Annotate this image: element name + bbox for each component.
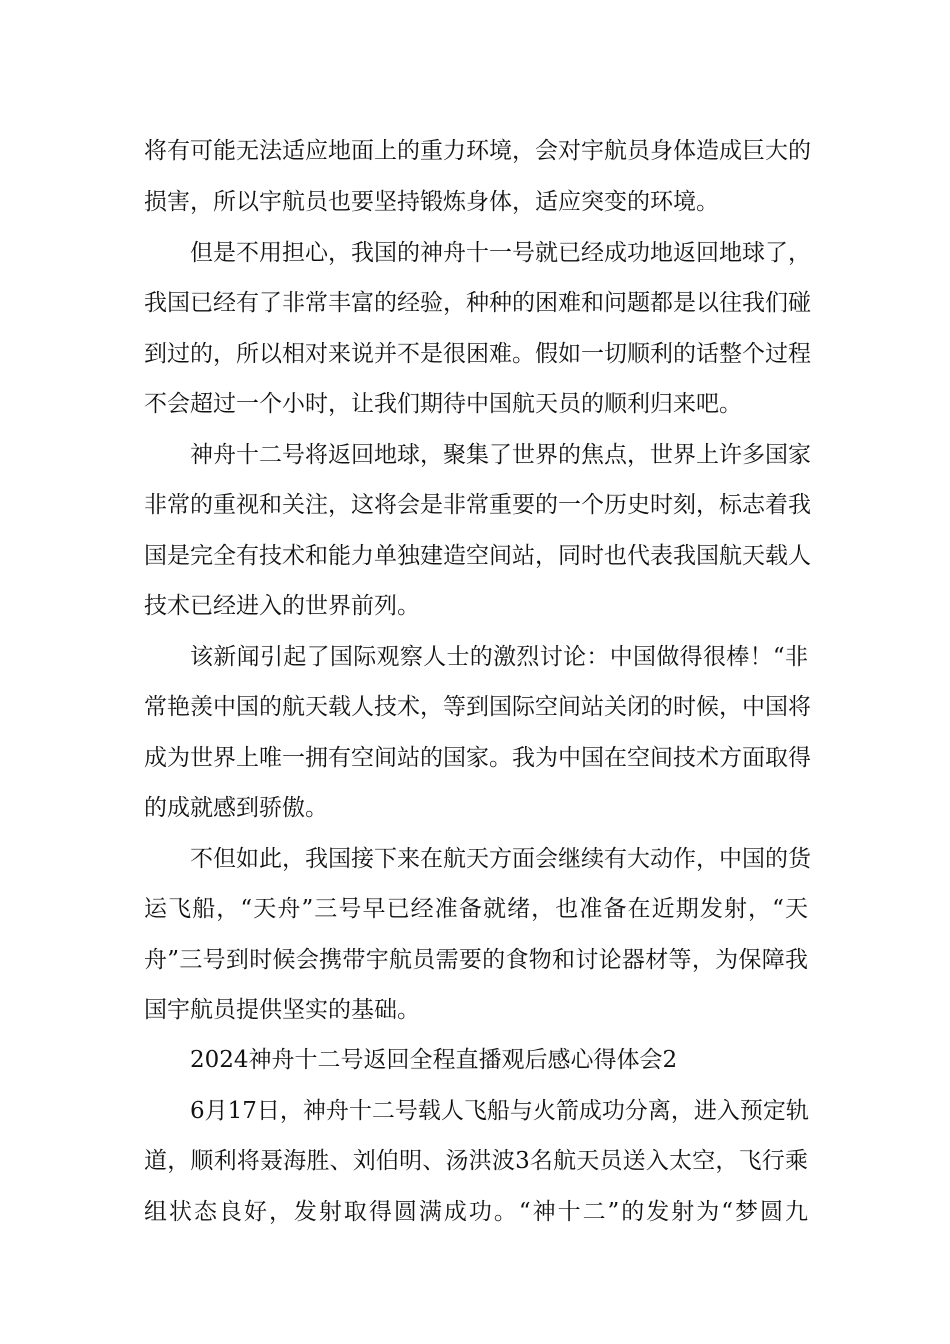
paragraph-5-line-3: 舟”三号到时候会携带宇航员需要的食物和讨论器材等，为保障我 [144,947,808,973]
paragraph-4-line-4: 的成就感到骄傲。 [144,795,328,821]
paragraph-4-line-3: 成为世界上唯一拥有空间站的国家。我为中国在空间技术方面取得 [144,745,811,771]
paragraph-6-line-3: 组状态良好，发射取得圆满成功。“神十二”的发射为“梦圆九 [144,1199,808,1225]
paragraph-5-line-4: 国宇航员提供坚实的基础。 [144,997,420,1023]
paragraph-3-line-3: 国是完全有技术和能力单独建造空间站，同时也代表我国航天载人 [144,543,811,569]
paragraph-1-line-1: 将有可能无法适应地面上的重力环境，会对宇航员身体造成巨大的 [144,138,811,164]
paragraph-6-line-2: 道，顺利将聂海胜、刘伯明、汤洪波3名航天员送入太空，飞行乘 [144,1148,808,1174]
paragraph-1-line-2: 损害，所以宇航员也要坚持锻炼身体，适应突变的环境。 [144,189,719,215]
paragraph-3-line-1: 神舟十二号将返回地球，聚集了世界的焦点，世界上许多国家 [190,442,811,468]
paragraph-3-line-4: 技术已经进入的世界前列。 [144,593,420,619]
paragraph-2-line-2: 我国已经有了非常丰富的经验，种种的困难和问题都是以往我们碰 [144,290,811,316]
paragraph-2-line-1: 但是不用担心，我国的神舟十一号就已经成功地返回地球了， [190,240,811,266]
paragraph-6-line-1: 6月17日，神舟十二号载人飞船与火箭成功分离，进入预定轨 [190,1098,809,1124]
paragraph-2-line-4: 不会超过一个小时，让我们期待中国航天员的顺利归来吧。 [144,391,742,417]
paragraph-4-line-2: 常艳羡中国的航天载人技术，等到国际空间站关闭的时候，中国将 [144,694,811,720]
paragraph-3-line-2: 非常的重视和关注，这将会是非常重要的一个历史时刻，标志着我 [144,492,811,518]
paragraph-2-line-3: 到过的，所以相对来说并不是很困难。假如一切顺利的话整个过程 [144,341,811,367]
paragraph-5-line-1: 不但如此，我国接下来在航天方面会继续有大动作，中国的货 [190,846,811,872]
paragraph-5-line-2: 运飞船，“天舟”三号早已经准备就绪，也准备在近期发射，“天 [144,896,808,922]
paragraph-4-line-1: 该新闻引起了国际观察人士的激烈讨论：中国做得很棒！“非 [190,644,808,670]
section-heading: 2024神舟十二号返回全程直播观后感心得体会2 [190,1047,678,1073]
